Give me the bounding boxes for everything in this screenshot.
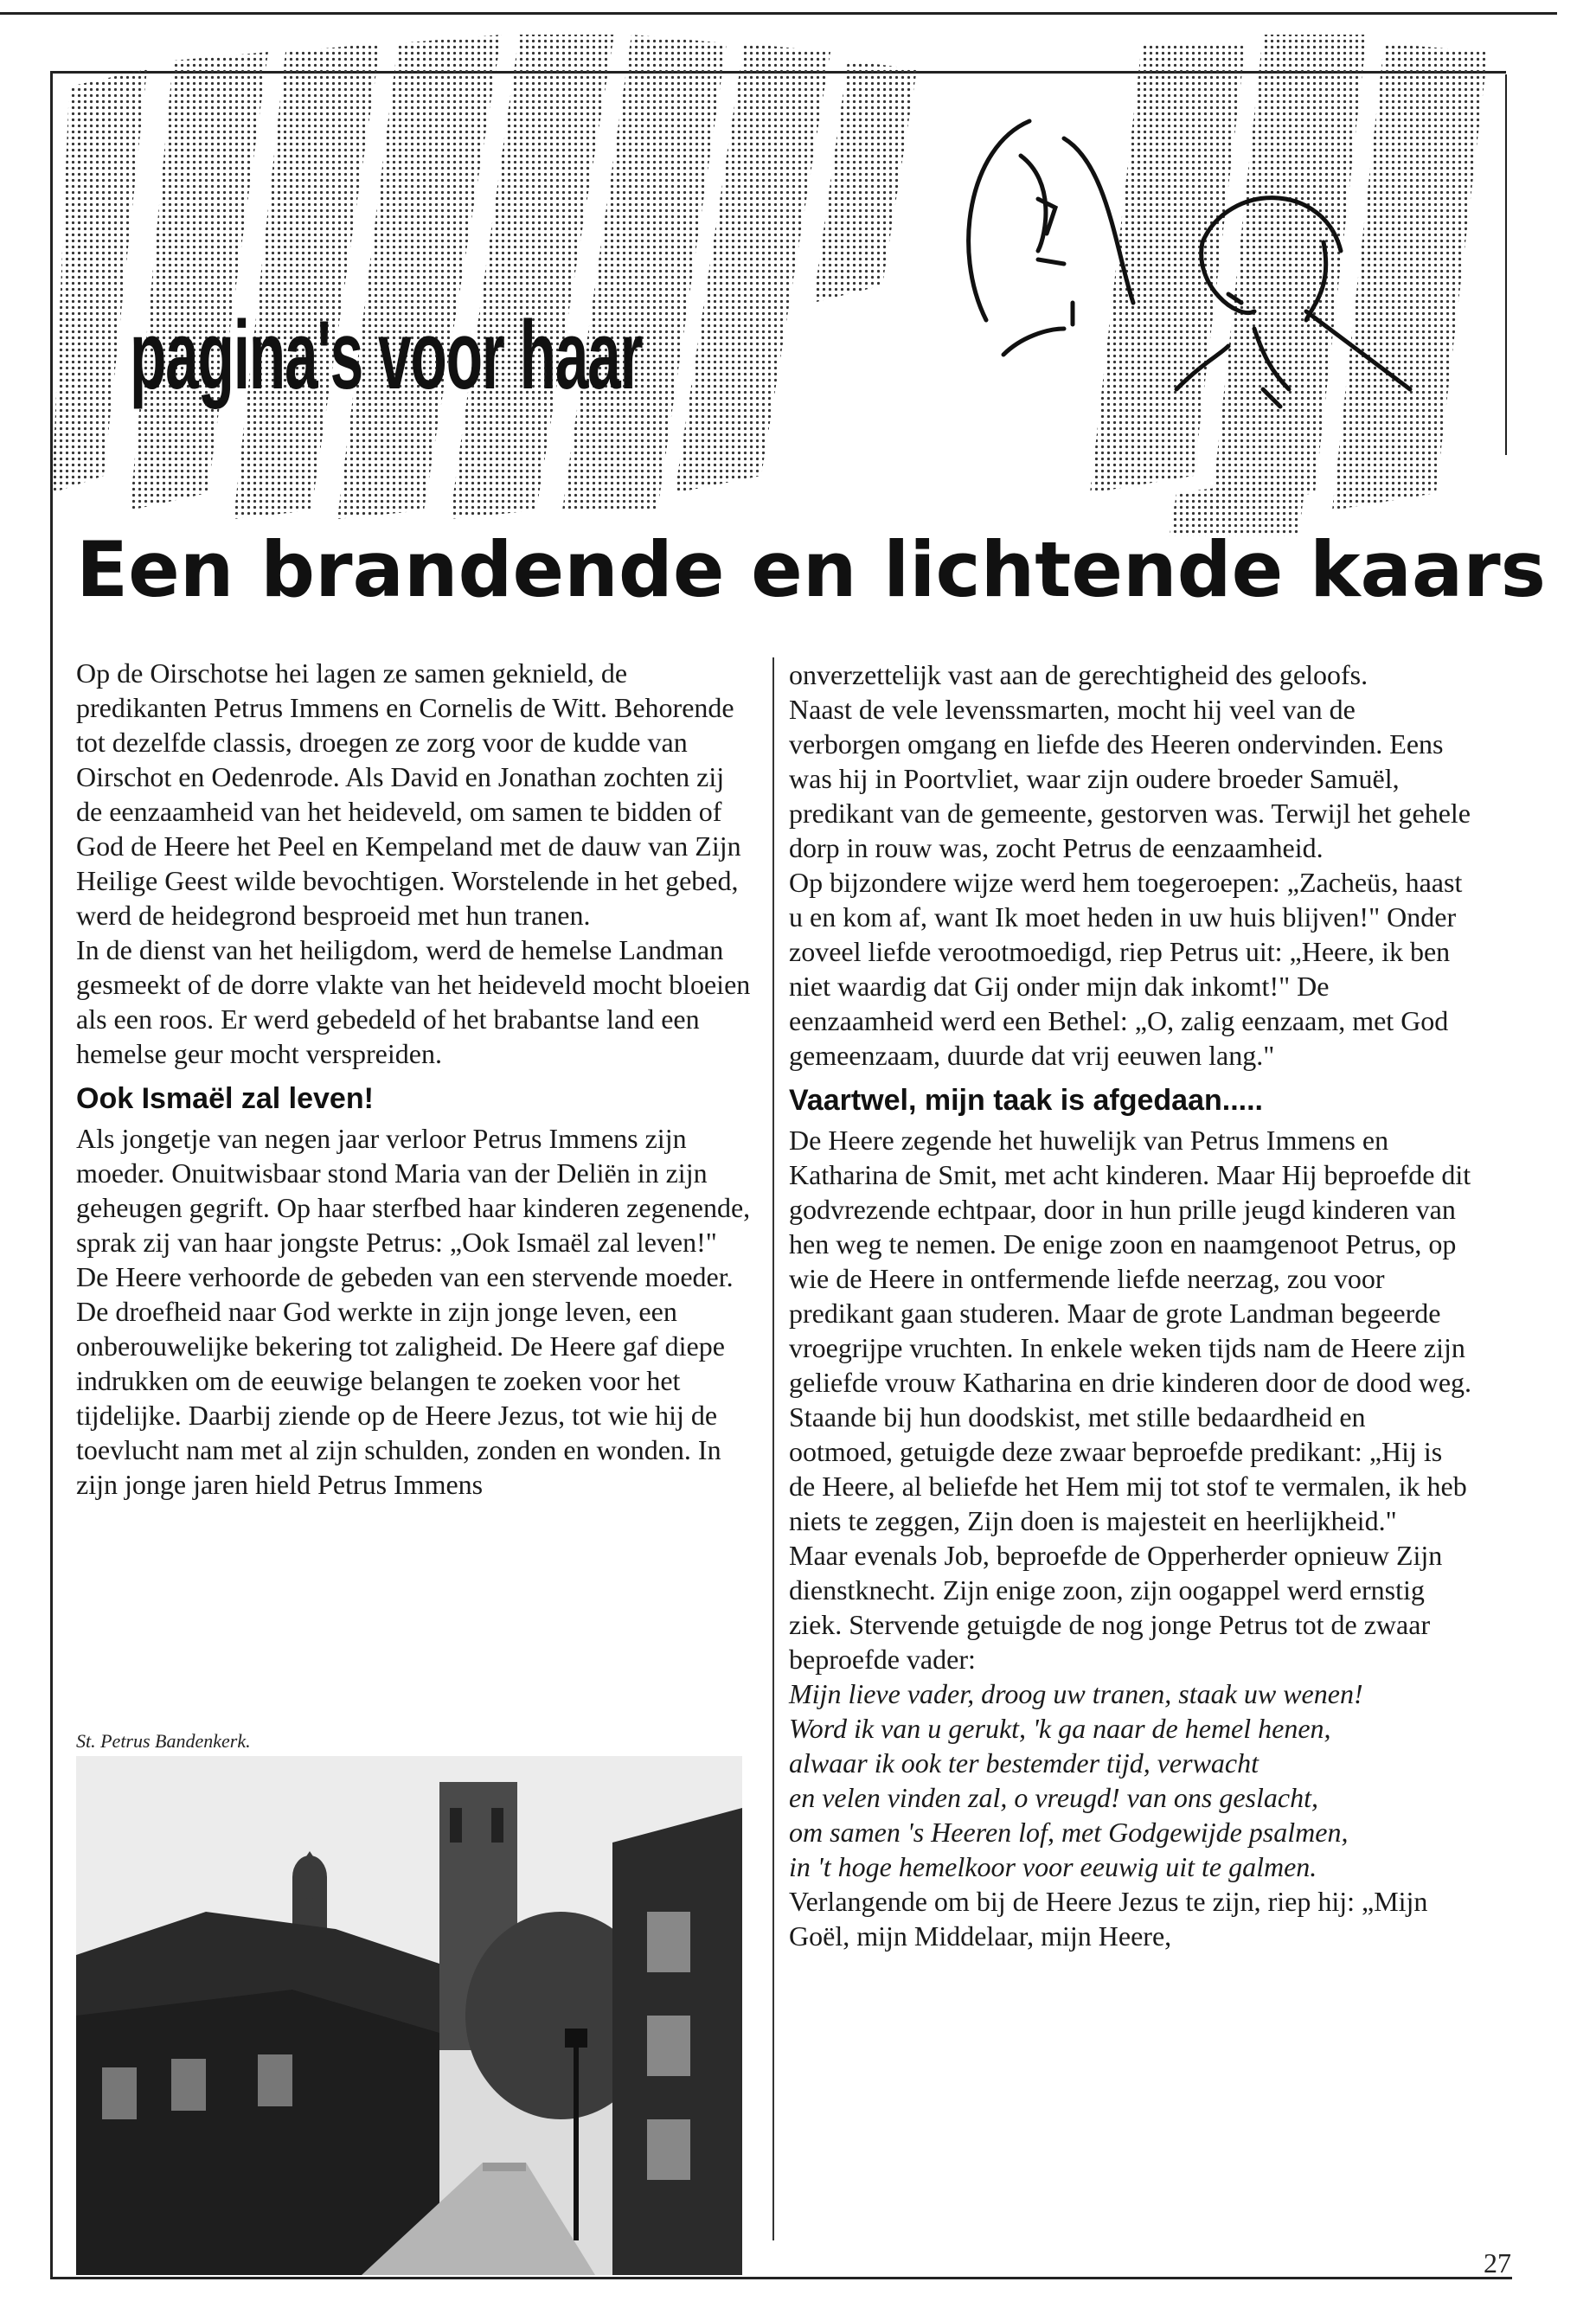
paragraph: onverzettelijk vast aan de gerechtigheid des geloofs. (789, 659, 1368, 690)
church-street-photo (76, 1756, 742, 2275)
poem-line: om samen 's Heeren lof, met Godgewijde psalmen, (789, 1817, 1349, 1848)
paragraph: In de dienst van het heiligdom, werd de hemelse Landman gesmeekt of de dorre vlakte van het heideveld mocht bloeien als een roos. Er werd gebedeld of het brabantse land een hemelse geur mocht verspreiden. (76, 934, 751, 1069)
paragraph: De Heere zegende het huwelijk van Petrus Immens en Katharina de Smit, met acht kinderen. Maar Hij beproefde dit godvrezende echtpaar, door in hun prille jeugd kinderen van hen weg te nemen. De enige zoon en naamgenoot Petrus, op wie de Heere in ontfermende liefde neerzag, zou voor predikant gaan studeren. Maar de grote Landman begeerde vroegrijpe vruchten. In enkele weken tijds nam de Heere zijn geliefde vrouw Katharina en drie kinderen door de dood weg. Staande bij hun doodskist, met stille bedaardheid en ootmoed, getuigde deze zwaar beproefde predikant: „Hij is de Heere, al beliefde het Hem mij tot stof te vermalen, ik heb niets te zeggen, Zijn doen is majesteit en heerlijkheid." (789, 1125, 1472, 1536)
poem-line: en velen vinden zal, o vreugd! van ons geslacht, (789, 1782, 1318, 1813)
column-divider (772, 657, 774, 2240)
poem-line: alwaar ik ook ter bestemder tijd, verwacht (789, 1747, 1259, 1779)
top-rule (0, 12, 1557, 15)
subheading: Ook Ismaël zal leven! (76, 1082, 374, 1115)
street-lamp (574, 2041, 579, 2240)
article-title: Een brandende en lichtende kaars (76, 525, 1547, 614)
frame-bottom-rule (50, 2277, 1512, 2279)
right-column (789, 657, 1472, 1953)
paragraph: Op de Oirschotse hei lagen ze samen geknield, de predikanten Petrus Immens en Cornelis de Witt. Behorende tot dezelfde classis, droegen ze zorg voor de kudde van Oirschot en Oedenrode. Als David en Jonathan zochten zij de eenzaamheid van het heideveld, om samen te bidden of God de Heere het Peel en Kempeland met de dauw van Zijn Heilige Geest wilde bevochtigen. Worstelende in het gebed, werd de heidegrond besproeid met hun tranen. (76, 657, 741, 931)
paragraph: Als jongetje van negen jaar verloor Petrus Immens zijn moeder. Onuitwisbaar stond Maria van der Deliën in zijn geheugen gegrift. Op haar sterfbed haar kinderen zegenende, sprak zij van haar jongste Petrus: „Ook Ismaël zal leven!" De Heere verhoorde de gebeden van een stervende moeder. De droefheid naar God werkte in zijn jonge leven, een onberouwelijke bekering tot zaligheid. De Heere gaf diepe indrukken om de eeuwige belangen te zoeken voor het tijdelijke. Daarbij ziende op de Heere Jezus, tot wie hij de toevlucht nam met al zijn schulden, zonden en wonden. In zijn jonge jaren hield Petrus Immens (76, 1123, 751, 1500)
subheading: Vaartwel, mijn taak is afgedaan..... (789, 1084, 1264, 1117)
paragraph: Verlangende om bij de Heere Jezus te zijn, riep hij: „Mijn Goël, mijn Middelaar, mijn Heere, (789, 1886, 1428, 1952)
paragraph: Maar evenals Job, beproefde de Opperherder opnieuw Zijn dienstknecht. Zijn enige zoon, zijn oogappel werd ernstig ziek. Stervende getuigde de nog jonge Petrus tot de zwaar beproefde vader: (789, 1540, 1443, 1675)
paragraph: Naast de vele levenssmarten, mocht hij veel van de verborgen omgang en liefde des Heeren ondervinden. Eens was hij in Poortvliet, waar zijn oudere broeder Samuël, predikant van de gemeente, gestorven was. Terwijl het gehele dorp in rouw was, zocht Petrus de eenzaamheid. (789, 694, 1471, 863)
left-column (76, 656, 751, 1502)
poem-line: Word ik van u gerukt, 'k ga naar de hemel henen, (789, 1713, 1331, 1744)
poem-line: Mijn lieve vader, droog uw tranen, staak uw wenen! (789, 1678, 1363, 1709)
photo-caption: St. Petrus Bandenkerk. (76, 1730, 251, 1752)
page-number: 27 (1484, 2247, 1511, 2279)
section-banner: pagina's voor haar (130, 301, 643, 409)
dotted-brush-strokes (52, 35, 1488, 536)
header-illustration (52, 26, 1522, 536)
paragraph: Op bijzondere wijze werd hem toegeroepen: „Zacheüs, haast u en kom af, want Ik moet heden in uw huis blijven!" Onder zoveel liefde verootmoedigd, riep Petrus uit: „Heere, ik ben niet waardig dat Gij onder mijn dak inkomt!" De eenzaamheid werd een Bethel: „O, zalig eenzaam, met God gemeenzaam, duurde dat vrij eeuwen lang." (789, 867, 1463, 1071)
poem-line: in 't hoge hemelkoor voor eeuwig uit te galmen. (789, 1851, 1317, 1882)
